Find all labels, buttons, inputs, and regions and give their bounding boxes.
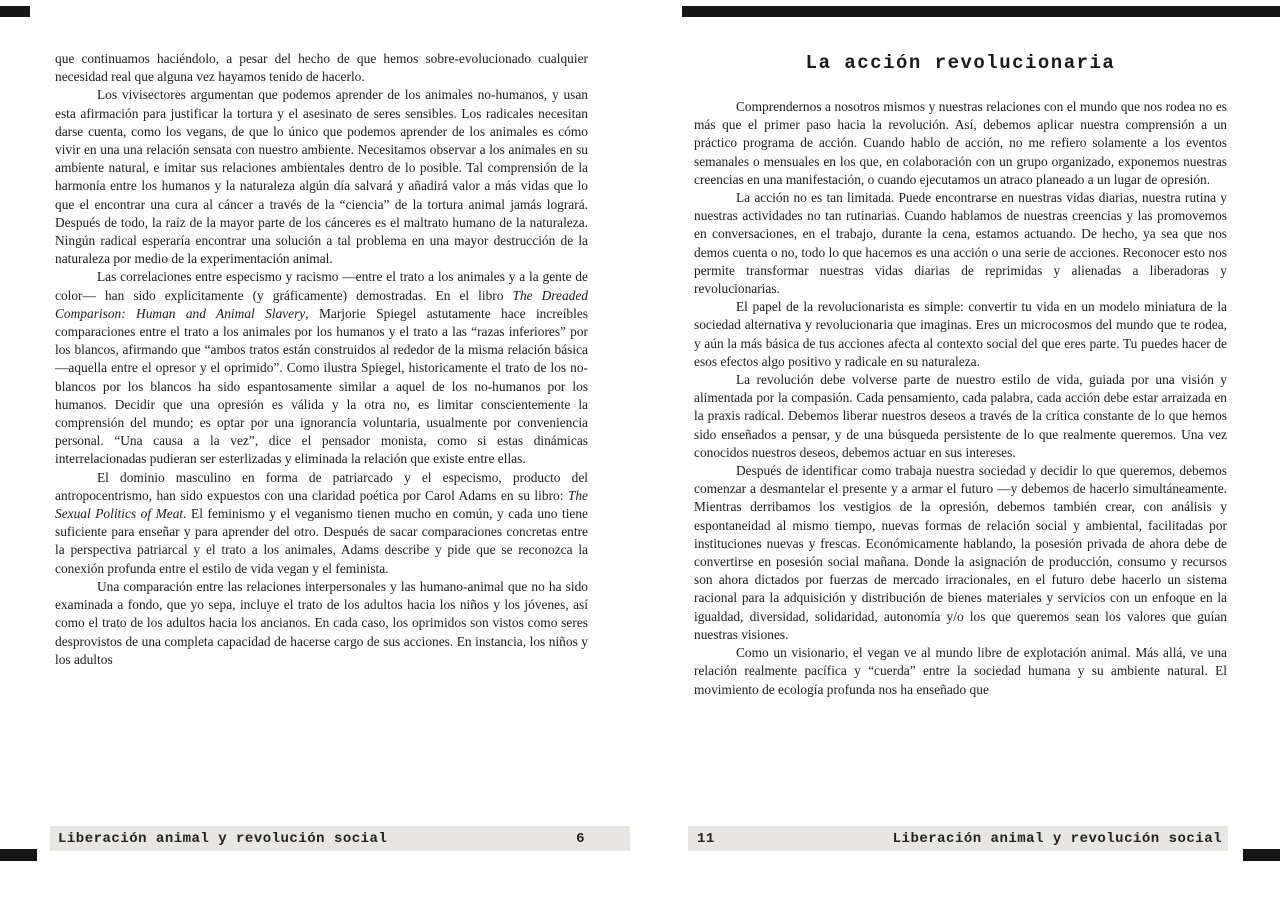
left-footer-book-title: Liberación animal y revolución social bbox=[58, 830, 388, 847]
paragraph: Una comparación entre las relaciones interpersonales y las humano-animal que no ha sido examinada a fondo, que yo sepa, incluye el trato de los adultos hacia los niños y los jóvenes, así como el trato de los adultos hacia los ancianos. En cada caso, los oprimidos son vistos como seres desprovistos de una completa capacidad de hacerse cargo de sus acciones. En instancia, los niños y los adultos bbox=[55, 578, 588, 667]
paragraph: Comprendernos a nosotros mismos y nuestras relaciones con el mundo que nos rodea no es más que el primer paso hacia la revolución. Así, debemos aplicar nuestra comprensión a un práctico programa de acción. Cuando hablo de acción, no me refiero solamente a los eventos semanales o mensuales en los que, en colaboración con un grupo organizado, exponemos nuestras creencias en una manifestación, o cuando ejecutamos un atraco planeado a un lugar de opresión. bbox=[694, 99, 1227, 187]
scan-artifact-bottom-right bbox=[1243, 849, 1280, 861]
left-page-body bbox=[55, 50, 588, 669]
paragraph: Las correlaciones entre especismo y racismo —entre el trato a los animales y a la gente de color— han sido explicitamente (y gráficamente) demostradas. En el libro The Dreaded Comparison: Human and Animal Slavery, Marjorie Spiegel astutamente hace increíbles comparaciones entre el trato a los animales por los humanos y el trato a las “razas inferiores” por los blancos, afirmando que “ambos tratos están construidos al rededor de la misma relación básica —aquella entre el opresor y el oprimido”. Como ilustra Spiegel, historicamente el trato de los no-blancos por los blancos ha sido espantosamente similar a aquel de los no-humanos por los humanos. Decidir que una opresión es válida y la otra no, es limitar conscientemente la comprensión del mundo; es optar por una ignorancia voluntaria, usualmente por conveniencia personal. “Una causa a la vez”, dice el pensador monista, como si estas dinámicas interrelacionadas pudieran ser esterlizadas y eliminada la relación que existe entre ellas. bbox=[55, 269, 588, 467]
right-footer-book-title: Liberación animal y revolución social bbox=[892, 830, 1222, 847]
chapter-title: La acción revolucionaria bbox=[805, 52, 1116, 74]
right-page bbox=[694, 50, 1227, 699]
paragraph: El papel de la revolucionarista es simple: convertir tu vida en un modelo miniatura de la sociedad alternativa y revolucionaria que imaginas. Eres un microcosmos del mundo que te rodea, y aún la más básica de tus acciones afecta al contexto social del que eres parte. Tu puedes hacer de esos efectos algo positivo y radicale en su naturaleza. bbox=[694, 299, 1227, 369]
paragraph: La acción no es tan limitada. Puede encontrarse en nuestras vidas diarias, nuestra rutina y nuestras actividades no tan rutinarias. Cuando hablamos de nuestras creencias y las promovemos en conversaciones, en el trabajo, durante la cena, estamos actuando. De hecho, ya sea que nos demos cuenta o no, todo lo que hacemos es una acción o una serie de acciones. Reconocer esto nos permite transformar nuestras vidas diarias de reprimidas y alienadas a liberadoras y revolucionarias. bbox=[694, 190, 1227, 297]
paragraph: Los vivisectores argumentan que podemos aprender de los animales no-humanos, y usan esta afirmación para justificar la tortura y el asesinato de seres sensibles. Los radicales necesitan darse cuenta, como los vegans, de que lo único que podemos aprender de los animales es cómo vivir en una una relación sensata con nuestro ambiente. Necesitamos observar a los animales en su ambiente natural, e imitar sus relaciones ambientales dentro de lo posible. Tal comprensión de la harmonía entre los humanos y la naturaleza algún día salvará y añadirá valor a más vidas que lo que el encontrar una cura al cáncer a través de la “ciencia” de la tortura animal jamás logrará. Después de todo, la raíz de la mayor parte de los cánceres es el maltrato humano de la naturaleza. Ningún radical esperaría encontrar una solución a tal problema en una mayor destrucción de la naturaleza por medio de la experimentación animal. bbox=[55, 87, 588, 267]
left-page-footer bbox=[50, 826, 630, 851]
paragraph: El dominio masculino en forma de patriarcado y el especismo, producto del antropocentrismo, han sido expuestos con una claridad poética por Carol Adams en su libro: The Sexual Politics of Meat. El feminismo y el veganismo tienen mucho en común, y cada uno tiene suficiente para enseñar y para aprender del otro. Después de sacar comparaciones concretas entre la perspectiva patriarcal y el trato a los animales, Adams describe y pide que se reconozca la conexión profunda entre el estilo de vida vegan y el feminista. bbox=[55, 469, 588, 576]
scan-artifact-top-right bbox=[682, 6, 1280, 17]
paragraph: Después de identificar como trabaja nuestra sociedad y decidir lo que queremos, debemos comenzar a desmantelar el presente y a armar el futuro —y debemos de hacerlo simultáneamente. Mientras derribamos los vestigios de la opresión, debemos también crear, con análisis y espontaneidad al mismo tiempo, nuevas formas de relación social y ambiental, facilitadas por instituciones nuevas y frescas. Económicamente hablando, la posesión privada de ahora debe de convertirse en posesión social mañana. Donde la asignación de producción, consumo y recursos son ahora dictados por fuerzas de mercado irracionales, en el futuro debe hacerlo un sistema racional para la adquisición y distribución de bienes materiales y servicios con un enfoque en la igualdad, diversidad, solidaridad, autonomía y/o los que queremos sean los valores que guían nuestras visiones. bbox=[694, 463, 1227, 642]
left-page bbox=[55, 50, 588, 669]
left-footer-page-number: 6 bbox=[576, 830, 585, 847]
right-page-body bbox=[694, 98, 1227, 699]
scan-artifact-top-left bbox=[0, 6, 30, 17]
right-footer-page-number: 11 bbox=[697, 830, 715, 847]
right-page-footer bbox=[688, 826, 1228, 851]
paragraph: que continuamos haciéndolo, a pesar del hecho de que hemos sobre-evolucionado cualquier necesidad real que alguna vez hayamos tenido de hacerlo. bbox=[55, 51, 588, 85]
scan-artifact-bottom-left bbox=[0, 849, 37, 861]
paragraph: Como un visionario, el vegan ve al mundo libre de explotación animal. Más allá, ve una relación realmente pacífica y “cuerda” entre la sociedad humana y su ambiente natural. El movimiento de ecología profunda nos ha enseñado que bbox=[694, 645, 1227, 697]
paragraph: La revolución debe volverse parte de nuestro estilo de vida, guiada por una visión y alimentada por la compasión. Cada pensamiento, cada palabra, cada acción debe estar arraizada en la praxis radical. Debemos liberar nuestros deseos a través de la crítica constante de lo que hemos sido enseñados a pensar, y de una búsqueda persistente de lo que realmente queremos. Una vez conocidos nuestros deseos, debemos actuar en sus intereses. bbox=[694, 372, 1227, 460]
